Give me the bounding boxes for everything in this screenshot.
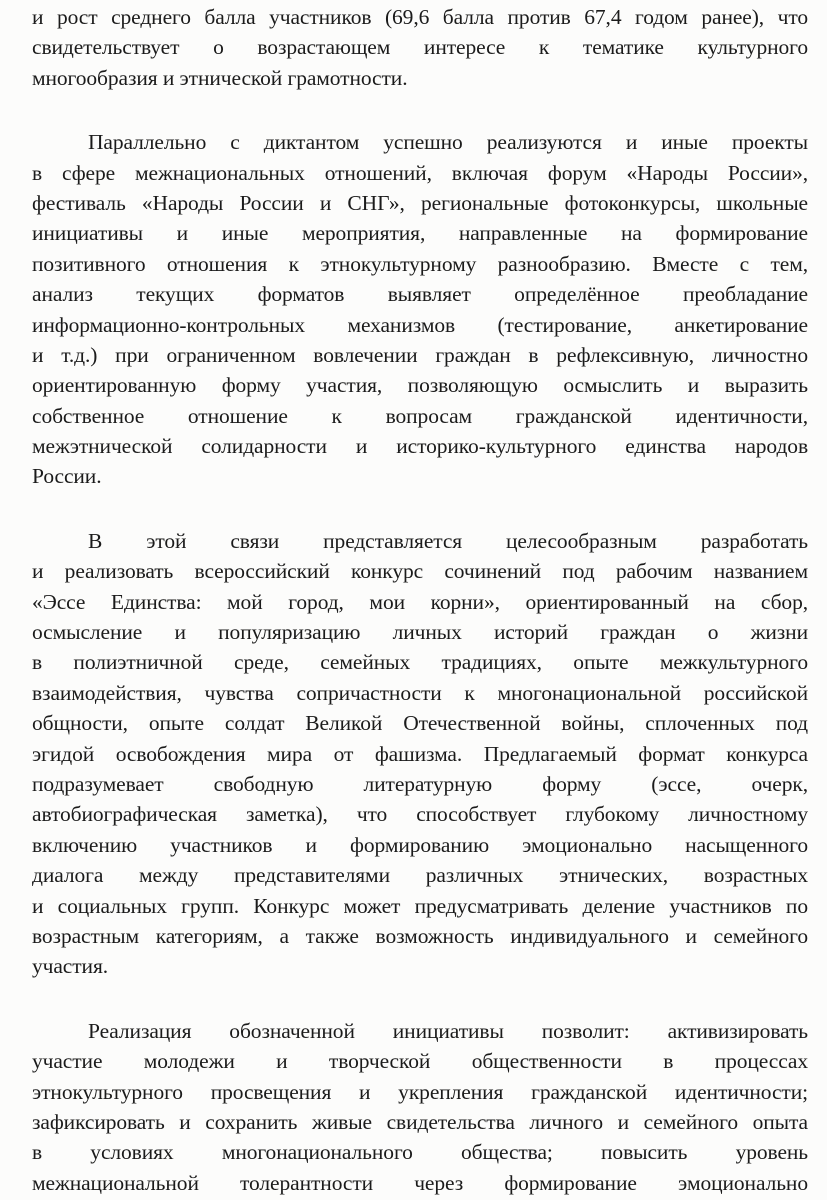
text-line: осмысление и популяризацию личных историй граждан о жизни: [32, 620, 808, 645]
text-line: общности, опыте солдат Великой Отечественной войны, сплоченных под: [32, 711, 808, 736]
paragraph-3: [32, 526, 807, 982]
paragraph-4: [32, 1016, 807, 1198]
text-line: этнокультурного просвещения и укрепления гражданской идентичности;: [32, 1079, 808, 1104]
text-line: взаимодействия, чувства сопричастности к многонациональной российской: [32, 680, 808, 705]
text-line: Параллельно с диктантом успешно реализуются и иные проекты: [88, 130, 808, 155]
text-line: свидетельствует о возрастающем интересе к тематике культурного: [32, 35, 808, 60]
text-line: ориентированную форму участия, позволяющую осмыслить и выразить: [32, 373, 808, 398]
text-line: межнациональной толерантности через формирование эмоционально: [32, 1170, 808, 1195]
text-line: участия.: [32, 954, 109, 979]
text-line: России.: [32, 464, 102, 489]
text-line: диалога между представителями различных этнических, возрастных: [32, 863, 808, 888]
text-line: и рост среднего балла участников (69,6 балла против 67,4 годом ранее), что: [32, 5, 808, 29]
text-line: Реализация обозначенной инициативы позволит: активизировать: [88, 1018, 808, 1043]
text-line: анализ текущих форматов выявляет определённое преобладание: [32, 282, 808, 307]
text-line: инициативы и иные мероприятия, направленные на формирование: [32, 221, 808, 246]
text-line: «Эссе Единства: мой город, мои корни», ориентированный на сбор,: [32, 589, 808, 614]
text-line: и социальных групп. Конкурс может предусматривать деление участников по: [32, 893, 808, 918]
text-line: подразумевает свободную литературную форму (эссе, очерк,: [32, 771, 808, 796]
paragraph-2: [32, 127, 807, 492]
text-line: эгидой освобождения мира от фашизма. Предлагаемый формат конкурса: [32, 741, 808, 766]
text-line: межэтнической солидарности и историко-культурного единства народов: [32, 434, 808, 459]
text-line: фестиваль «Народы России и СНГ», региональные фотоконкурсы, школьные: [32, 190, 808, 215]
text-line: в полиэтничной среде, семейных традициях, опыте межкультурного: [32, 650, 808, 675]
text-line: и т.д.) при ограниченном вовлечении граждан в рефлексивную, личностно: [32, 342, 808, 367]
text-line: в условиях многонационального общества; повысить уровень: [32, 1140, 808, 1165]
text-line: информационно-контрольных механизмов (тестирование, анкетирование: [32, 312, 808, 337]
text-line: В этой связи представляется целесообразным разработать: [88, 528, 808, 553]
text-line: включению участников и формированию эмоционально насыщенного: [32, 832, 808, 857]
text-line: собственное отношение к вопросам гражданской идентичности,: [32, 403, 808, 428]
text-line: возрастным категориям, а также возможность индивидуального и семейного: [32, 923, 808, 948]
text-line: в сфере межнациональных отношений, включая форум «Народы России»,: [32, 160, 808, 185]
text-line: позитивного отношения к этнокультурному разнообразию. Вместе с тем,: [32, 251, 808, 276]
paragraph-1: [32, 2, 807, 93]
text-line: автобиографическая заметка), что способствует глубокому личностному: [32, 802, 808, 827]
text-line: многообразия и этнической грамотности.: [32, 65, 408, 90]
text-line: зафиксировать и сохранить живые свидетельства личного и семейного опыта: [32, 1109, 808, 1134]
text-line: и реализовать всероссийский конкурс сочинений под рабочим названием: [32, 559, 808, 584]
text-line: участие молодежи и творческой общественности в процессах: [32, 1049, 808, 1074]
